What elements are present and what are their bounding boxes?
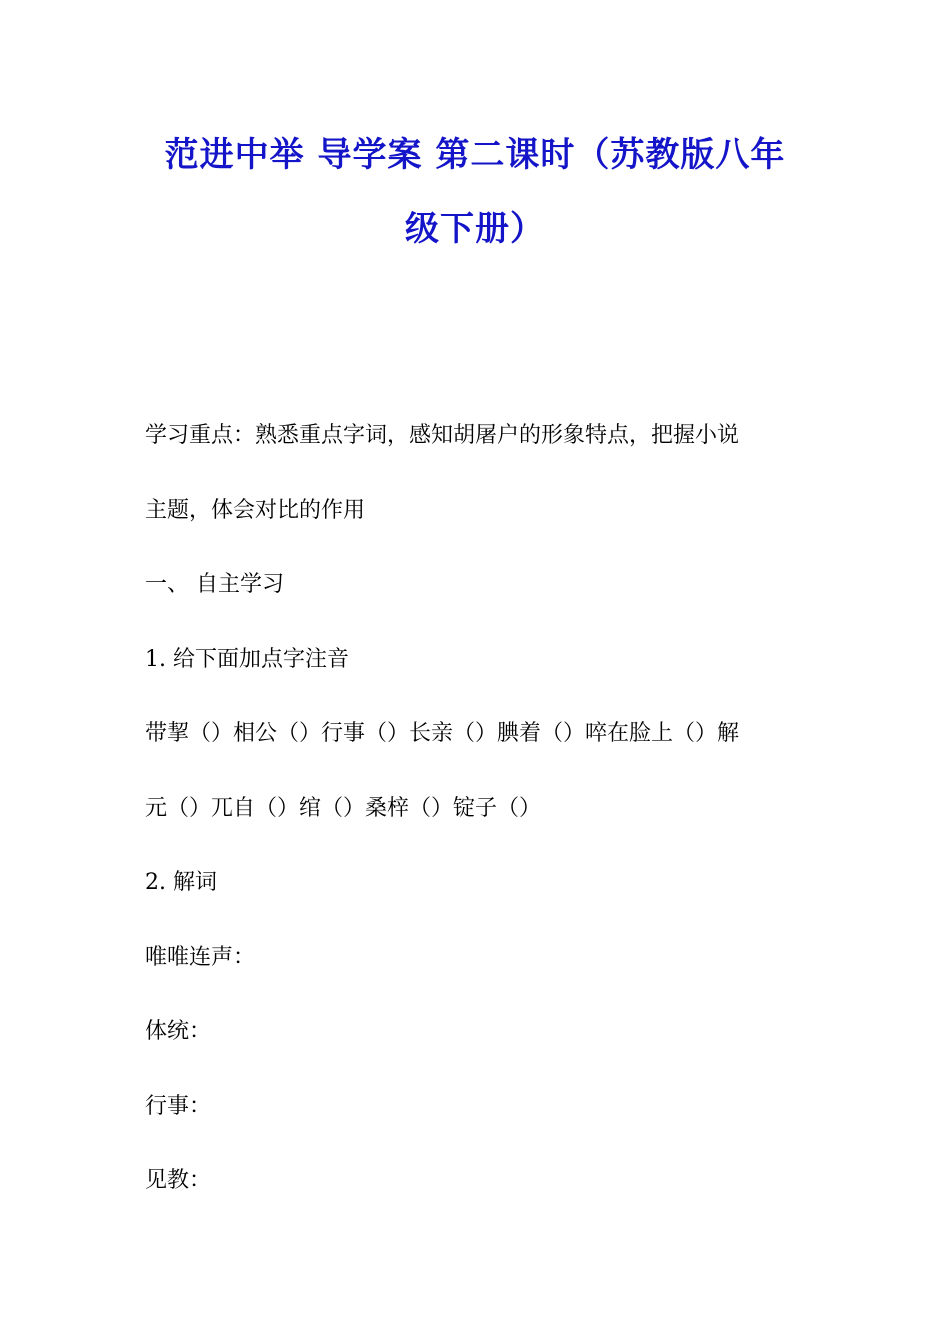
- question-1-items-line-2: 元（）兀自（）绾（）桑梓（）锭子（）: [145, 795, 542, 821]
- study-focus-line-2: 主题，体会对比的作用: [145, 497, 366, 523]
- vocab-item-2: 体统：: [145, 1019, 212, 1044]
- study-focus-line-1: 学习重点：熟悉重点字词，感知胡屠户的形象特点，把握小说: [145, 423, 740, 448]
- title-line-2: 级下册）: [405, 209, 545, 249]
- document-title: [130, 118, 820, 266]
- vocab-item-4: 见教：: [145, 1168, 212, 1193]
- question-2-heading: 2. 解词: [145, 870, 217, 895]
- vocab-item-3: 行事：: [145, 1093, 212, 1119]
- question-1-heading: 1. 给下面加点字注音: [145, 646, 349, 672]
- vocab-item-1: 唯唯连声：: [145, 944, 256, 970]
- document-body: [145, 414, 810, 1234]
- question-1-items-line-1: 带挈（）相公（）行事（）长亲（）腆着（）啐在脸上（）解: [145, 721, 740, 746]
- title-line-1: 范进中举 导学案 第二课时（苏教版八年: [164, 135, 786, 175]
- section-heading-self-study: 一、 自主学习: [145, 572, 284, 597]
